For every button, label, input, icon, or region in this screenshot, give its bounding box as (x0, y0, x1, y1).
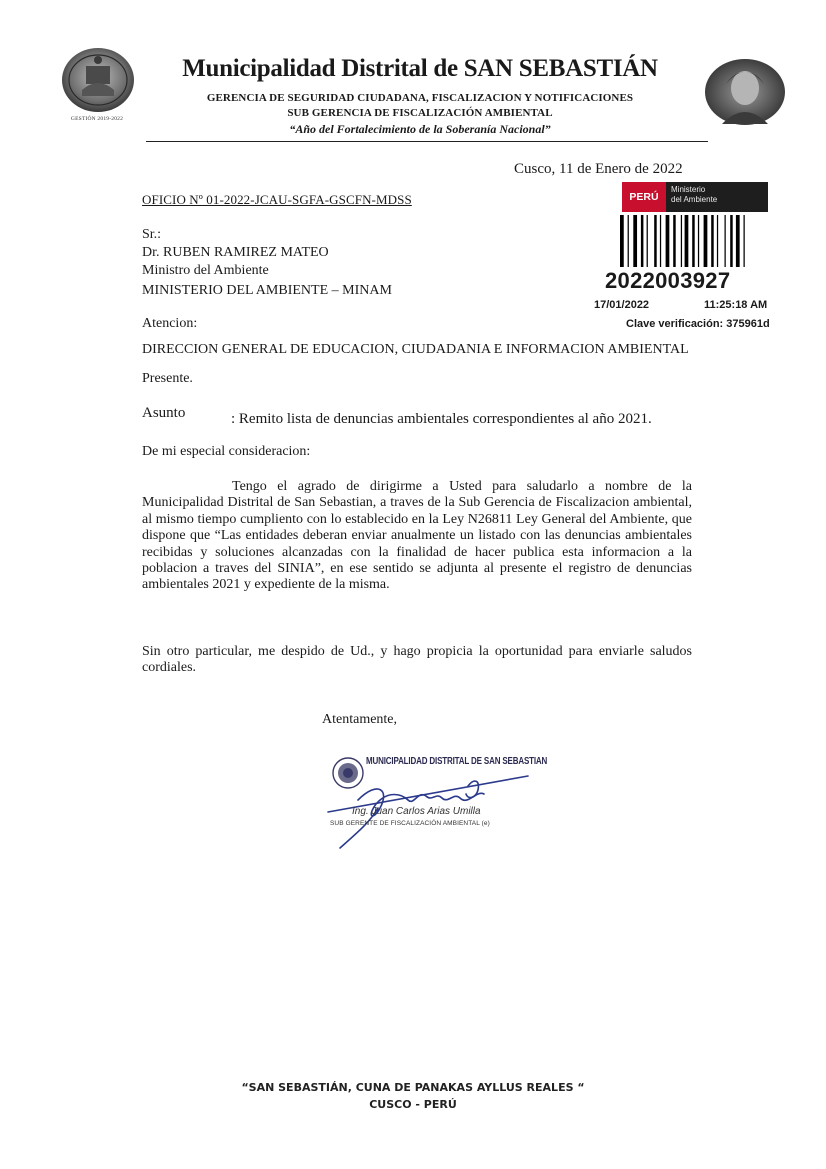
year-motto: “Año del Fortalecimiento de la Soberanía Nacional” (289, 122, 551, 136)
consideracion: De mi especial consideracion: (142, 444, 311, 459)
recipient-org: MINISTERIO DEL AMBIENTE – MINAM (142, 283, 392, 298)
portrait-image-icon (704, 58, 786, 126)
peru-badge: PERÚ (622, 182, 666, 212)
letter-date: Cusco, 11 de Enero de 2022 (514, 161, 683, 177)
signatory-title: SUB GERENTE DE FISCALIZACIÓN AMBIENTAL (e) (330, 820, 490, 827)
footer-location: CUSCO - PERÚ (369, 1098, 457, 1111)
atencion-direccion: DIRECCION GENERAL DE EDUCACION, CIUDADANIA E INFORMACION AMBIENTAL (142, 342, 689, 357)
header-divider (146, 141, 708, 142)
paragraph-2: Sin otro particular, me despido de Ud., y hago propicia la oportunidad para enviarle saludos cordiales. (142, 644, 692, 676)
atencion-label: Atencion: (142, 316, 198, 331)
seal-caption: GESTIÓN 2019-2022 (70, 116, 124, 122)
stamp-time: 11:25:18 AM (704, 299, 768, 311)
closing: Atentamente, (322, 712, 398, 727)
ministry-badge (666, 182, 768, 212)
presente: Presente. (142, 371, 193, 386)
asunto-label: Asunto (142, 405, 186, 421)
oficio-number: OFICIO Nº 01-2022-JCAU-SGFA-GSCFN-MDSS (142, 192, 412, 207)
asunto-text: : Remito lista de denuncias ambientales correspondientes al año 2021. (231, 411, 652, 427)
registration-number: 2022003927 (605, 268, 731, 293)
recipient-role: Ministro del Ambiente (142, 263, 269, 278)
ministry-line-2: del Ambiente (671, 194, 718, 204)
ministry-line-1: Ministerio (671, 185, 706, 194)
municipality-title: Municipalidad Distrital de SAN SEBASTIÁN (182, 55, 658, 82)
signature-entity: MUNICIPALIDAD DISTRITAL DE SAN SEBASTIAN (366, 756, 548, 767)
barcode-icon (620, 215, 770, 267)
paragraph-1: Tengo el agrado de dirigirme a Usted para saludarlo a nombre de la Municipalidad Distrital de San Sebastian, a traves de la Sub Gerencia de Fiscalizacion ambiental, al mismo tiempo cumpliento con lo establecido en la Ley N26811 Ley General del Ambiente, que dispone que “Las entidades deberan enviar anualmente un listado con las denuncias ambientales recibidas y soluciones alcanzadas con la finalidad de hacer publica esta informacion a la poblacion a traves del SINIA”, en ese sentido se adjunta al presente el registro de denuncias ambientales 2021 y expediente de la misma. (142, 479, 692, 593)
verification-key: Clave verificación: 375961d (626, 318, 770, 330)
footer-slogan: “SAN SEBASTIÁN, CUNA DE PANAKAS AYLLUS REALES “ (241, 1081, 585, 1094)
department-subtitle: GERENCIA DE SEGURIDAD CIUDADANA, FISCALIZACION Y NOTIFICACIONES (206, 92, 634, 104)
subdepartment-subtitle: SUB GERENCIA DE FISCALIZACIÓN AMBIENTAL (287, 107, 553, 119)
salutation: Sr.: (142, 227, 162, 242)
stamp-date: 17/01/2022 (594, 299, 650, 311)
signatory-name: Ing. Juan Carlos Arias Umilla (352, 806, 481, 817)
municipal-seal-icon (58, 46, 138, 114)
recipient-name: Dr. RUBEN RAMIREZ MATEO (142, 245, 329, 260)
